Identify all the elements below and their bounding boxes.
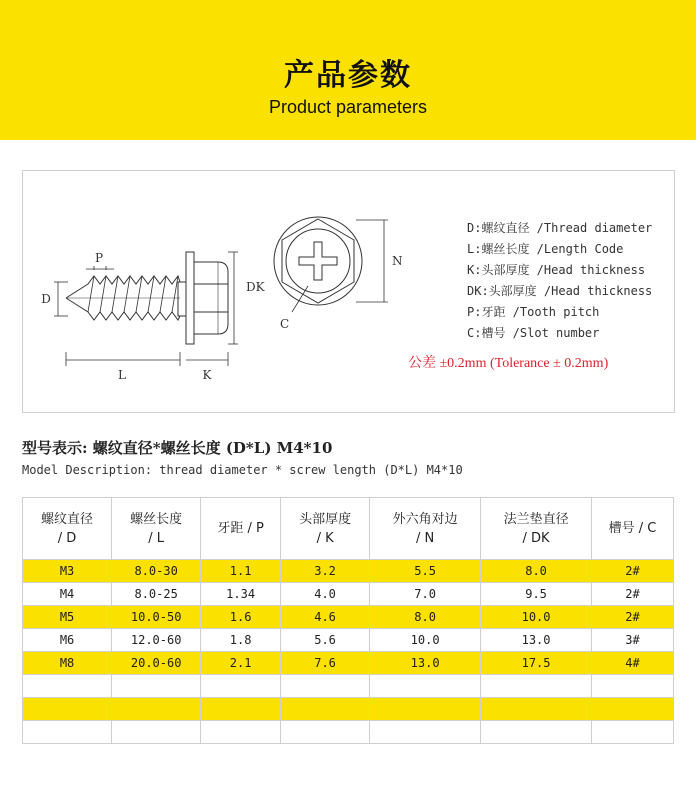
table-cell <box>112 675 201 698</box>
table-header: 头部厚度 / K <box>281 498 370 560</box>
table-cell <box>281 675 370 698</box>
table-cell <box>481 721 592 744</box>
table-cell <box>481 675 592 698</box>
table-cell: 13.0 <box>481 629 592 652</box>
label-d: D <box>41 292 51 306</box>
table-cell: 7.0 <box>370 583 481 606</box>
table-cell: 1.34 <box>201 583 281 606</box>
label-n: N <box>392 254 403 268</box>
table-cell: 5.6 <box>281 629 370 652</box>
table-row <box>23 652 674 675</box>
table-row <box>23 698 674 721</box>
table-cell <box>592 698 674 721</box>
table-cell: 8.0 <box>481 560 592 583</box>
table-cell: M8 <box>23 652 112 675</box>
page-title: 产品参数 <box>284 58 412 93</box>
table-cell <box>370 675 481 698</box>
table-cell: 12.0-60 <box>112 629 201 652</box>
table-row <box>23 583 674 606</box>
model-description-cn: 型号表示: 螺纹直径*螺丝长度 (D*L) M4*10 <box>22 439 333 457</box>
model-description-en: Model Description: thread diameter * screw length (D*L) M4*10 <box>22 463 463 477</box>
table-cell <box>370 698 481 721</box>
table-cell <box>112 721 201 744</box>
table-cell: 8.0-25 <box>112 583 201 606</box>
parameter-table <box>22 497 674 744</box>
table-cell: M3 <box>23 560 112 583</box>
table-cell: 10.0 <box>481 606 592 629</box>
table-cell: 13.0 <box>370 652 481 675</box>
table-cell <box>481 698 592 721</box>
page-subtitle: Product parameters <box>268 97 428 117</box>
table-cell: 2# <box>592 583 674 606</box>
legend-item: L:螺丝长度 /Length Code <box>467 242 624 256</box>
table-header: 螺纹直径 / D <box>23 498 112 560</box>
table-cell: 5.5 <box>370 560 481 583</box>
table-cell: 1.8 <box>201 629 281 652</box>
table-cell <box>370 721 481 744</box>
table-cell: 20.0-60 <box>112 652 201 675</box>
table-cell: 1.1 <box>201 560 281 583</box>
table-cell: 2# <box>592 606 674 629</box>
table-cell: 4.0 <box>281 583 370 606</box>
table-cell <box>23 698 112 721</box>
table-row <box>23 560 674 583</box>
table-row <box>23 629 674 652</box>
header-banner <box>0 0 696 140</box>
table-cell: 3.2 <box>281 560 370 583</box>
label-p: P <box>94 251 104 265</box>
label-c: C <box>280 317 290 331</box>
table-cell: 1.6 <box>201 606 281 629</box>
table-cell <box>281 698 370 721</box>
table-cell <box>592 721 674 744</box>
screw-diagram <box>22 170 462 413</box>
legend-item: P:牙距 /Tooth pitch <box>467 305 600 319</box>
table-cell: 3# <box>592 629 674 652</box>
table-header: 螺丝长度 / L <box>112 498 201 560</box>
parameter-legend <box>467 218 652 344</box>
table-cell: 8.0 <box>370 606 481 629</box>
legend-item: C:槽号 /Slot number <box>467 326 600 340</box>
table-cell: 2.1 <box>201 652 281 675</box>
screw-top-view <box>274 217 388 312</box>
table-cell: 10.0 <box>370 629 481 652</box>
table-header: 外六角对边 / N <box>370 498 481 560</box>
table-cell: 17.5 <box>481 652 592 675</box>
label-dk: DK <box>246 280 265 294</box>
legend-item: DK:头部厚度 /Head thickness <box>467 284 653 298</box>
table-cell <box>592 675 674 698</box>
legend-item: K:头部厚度 /Head thickness <box>467 263 646 277</box>
label-k: K <box>202 368 212 382</box>
table-cell: 7.6 <box>281 652 370 675</box>
table-cell <box>112 698 201 721</box>
table-header: 牙距 / P <box>201 498 281 560</box>
label-l: L <box>118 368 126 382</box>
table-cell: 4.6 <box>281 606 370 629</box>
table-row <box>23 675 674 698</box>
table-cell: 2# <box>592 560 674 583</box>
table-header: 槽号 / C <box>592 498 674 560</box>
table-cell: M6 <box>23 629 112 652</box>
table-cell <box>201 721 281 744</box>
table-cell <box>23 675 112 698</box>
table-header: 法兰垫直径 / DK <box>481 498 592 560</box>
table-header-row <box>23 498 674 560</box>
table-cell: M4 <box>23 583 112 606</box>
table-cell: 8.0-30 <box>112 560 201 583</box>
table-cell: 4# <box>592 652 674 675</box>
table-cell: 10.0-50 <box>112 606 201 629</box>
table-cell: 9.5 <box>481 583 592 606</box>
tolerance-note: 公差 ±0.2mm (Tolerance ± 0.2mm) <box>408 356 609 371</box>
table-cell <box>281 721 370 744</box>
table-cell <box>23 721 112 744</box>
table-cell <box>201 698 281 721</box>
legend-item: D:螺纹直径 /Thread diameter <box>467 221 653 235</box>
table-cell: M5 <box>23 606 112 629</box>
table-cell <box>201 675 281 698</box>
table-row <box>23 606 674 629</box>
table-row <box>23 721 674 744</box>
